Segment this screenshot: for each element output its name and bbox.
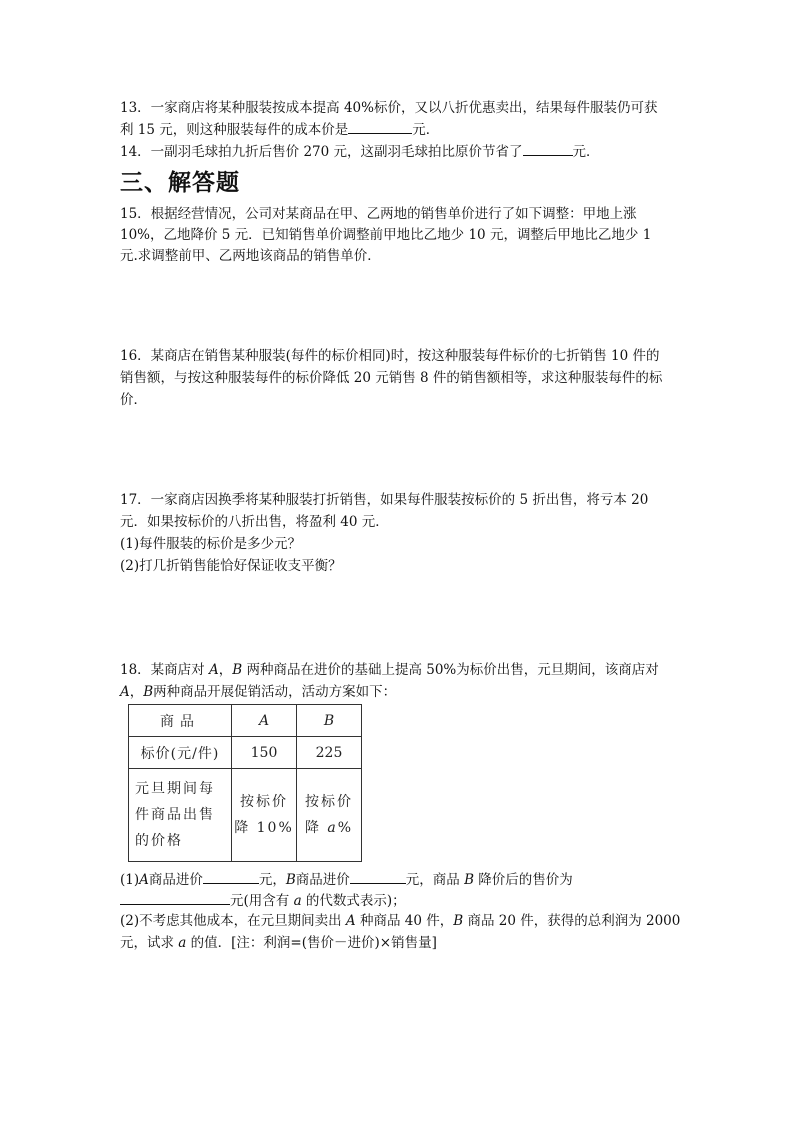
q15-line2: 10%，乙地降价 5 元．已知销售单价调整前甲地比乙地少 10 元，调整后甲地比乙地少 1 xyxy=(120,227,652,243)
q15-line3: 元.求调整前甲、乙两地该商品的销售单价． xyxy=(120,248,381,264)
q17-line4: (2)打几折销售能恰好保证收支平衡？ xyxy=(120,558,342,574)
var-a: a xyxy=(178,935,187,951)
q16-line3: 价． xyxy=(120,392,147,408)
promo-label-cell xyxy=(129,769,232,862)
q18-text-a: 18．某商店对 xyxy=(120,662,209,678)
price-label-cell: 标价(元/件) xyxy=(129,737,232,769)
q18-text-b: ， xyxy=(218,662,233,678)
var-A: A xyxy=(120,684,130,700)
q18-sub1-text: 元(用含有 xyxy=(230,893,294,909)
q18-sub1-text: 的代数式表示)； xyxy=(301,893,406,909)
promotion-table xyxy=(128,704,362,862)
promo-label-line: 的价格 xyxy=(135,833,183,849)
q18-comma: ， xyxy=(129,684,144,700)
section-title: 三、解答题 xyxy=(120,170,240,196)
q18-sub2-text: (2)不考虑其他成本，在元旦期间卖出 xyxy=(120,913,346,929)
var-B: B xyxy=(143,684,154,700)
promo-b-text-b: % xyxy=(337,820,354,836)
q13-line2 xyxy=(120,118,439,140)
q18-sub2-line1 xyxy=(120,911,680,931)
header-cell-item: 商品 xyxy=(129,705,232,737)
var-B: B xyxy=(232,662,243,678)
q18-line2-text: 两种商品开展促销活动，活动方案如下： xyxy=(153,684,397,700)
q18-sub1-text: 商品进价 xyxy=(148,872,203,888)
q18-price-b-blank[interactable] xyxy=(120,889,230,905)
q14-line1 xyxy=(120,140,600,162)
var-A: A xyxy=(345,913,356,929)
q16-line1: 16．某商店在销售某种服装(每件的标价相同)时，按这种服装每件标价的七折销售 10 件的 xyxy=(120,348,660,364)
q18-sub2-text: 的值．[注：利润=(售价－进价)×销售量] xyxy=(186,935,437,951)
q13-line1: 13．一家商店将某种服装按成本提高 40%标价，又以八折优惠卖出，结果每件服装仍可获 xyxy=(120,100,658,116)
promo-cell-b xyxy=(297,769,362,862)
var-B: B xyxy=(285,872,296,888)
q18-cost-a-blank[interactable] xyxy=(203,868,259,884)
var-B: B xyxy=(453,913,464,929)
header-cell-b xyxy=(297,705,362,737)
var-A: A xyxy=(258,712,270,729)
q18-text-c: 两种商品在进价的基础上提高 50%为标价出售，元旦期间，该商店对 xyxy=(242,662,659,678)
var-B: B xyxy=(323,712,335,729)
promo-b-line1: 按标价 xyxy=(305,794,353,810)
q18-sub2-line2 xyxy=(120,933,437,953)
q16-line2: 销售额，与按这种服装每件的标价降低 20 元销售 8 件的销售额相等，求这种服装每件的标 xyxy=(120,370,663,386)
q18-line1 xyxy=(120,660,659,680)
var-A: A xyxy=(208,662,219,678)
q14-text-b: 元． xyxy=(572,144,600,160)
q13-answer-blank[interactable] xyxy=(348,118,412,134)
table-row xyxy=(129,705,362,737)
q13-text-a: 利 15 元，则这种服装每件的成本价是 xyxy=(120,122,349,138)
price-cell-b: 225 xyxy=(297,737,362,769)
price-cell-a: 150 xyxy=(232,737,297,769)
var-a: a xyxy=(327,820,338,836)
q15-line1: 15．根据经营情况，公司对某商品在甲、乙两地的销售单价进行了如下调整：甲地上涨 xyxy=(120,206,637,222)
header-cell-a xyxy=(232,705,297,737)
q18-sub2-text: 种商品 40 件， xyxy=(355,913,454,929)
q18-sub1-num: (1) xyxy=(120,872,140,888)
var-a: a xyxy=(293,893,302,909)
q17-line3: (1)每件服装的标价是多少元？ xyxy=(120,536,302,552)
q18-sub1-text: 元，商品 xyxy=(405,872,465,888)
promo-label-line: 元旦期间每 xyxy=(135,781,215,797)
q13-text-b: 元． xyxy=(412,122,440,138)
promo-cell-a xyxy=(232,769,297,862)
q18-sub1-text: 元， xyxy=(258,872,286,888)
table-row xyxy=(129,737,362,769)
promo-a-line: 降 10% xyxy=(234,820,294,836)
q14-text-a: 14．一副羽毛球拍九折后售价 270 元，这副羽毛球拍比原价节省了 xyxy=(120,144,523,160)
q18-sub1-line1 xyxy=(120,868,573,890)
q18-sub1-text: 商品进价 xyxy=(295,872,350,888)
q18-sub1-text: 降价后的售价为 xyxy=(474,872,573,888)
promo-a-line: 按标价 xyxy=(240,794,288,810)
q14-answer-blank[interactable] xyxy=(523,140,573,156)
promo-b-text-a: 降 xyxy=(304,820,328,836)
var-A: A xyxy=(139,872,149,888)
q18-sub1-line2 xyxy=(120,889,406,911)
var-B: B xyxy=(464,872,475,888)
promo-label-line: 件商品出售 xyxy=(135,807,215,823)
q17-line2: 元．如果按标价的八折出售，将盈利 40 元． xyxy=(120,514,389,530)
q18-sub2-text: 元，试求 xyxy=(120,935,179,951)
q18-sub2-text: 商品 20 件，获得的总利润为 2000 xyxy=(463,913,681,929)
q17-line1: 17．一家商店因换季将某种服装打折销售，如果每件服装按标价的 5 折出售，将亏本 20 xyxy=(120,492,649,508)
promo-b-line2 xyxy=(297,815,361,841)
table-row xyxy=(129,769,362,862)
q18-cost-b-blank[interactable] xyxy=(350,868,406,884)
q18-line2 xyxy=(120,682,396,702)
